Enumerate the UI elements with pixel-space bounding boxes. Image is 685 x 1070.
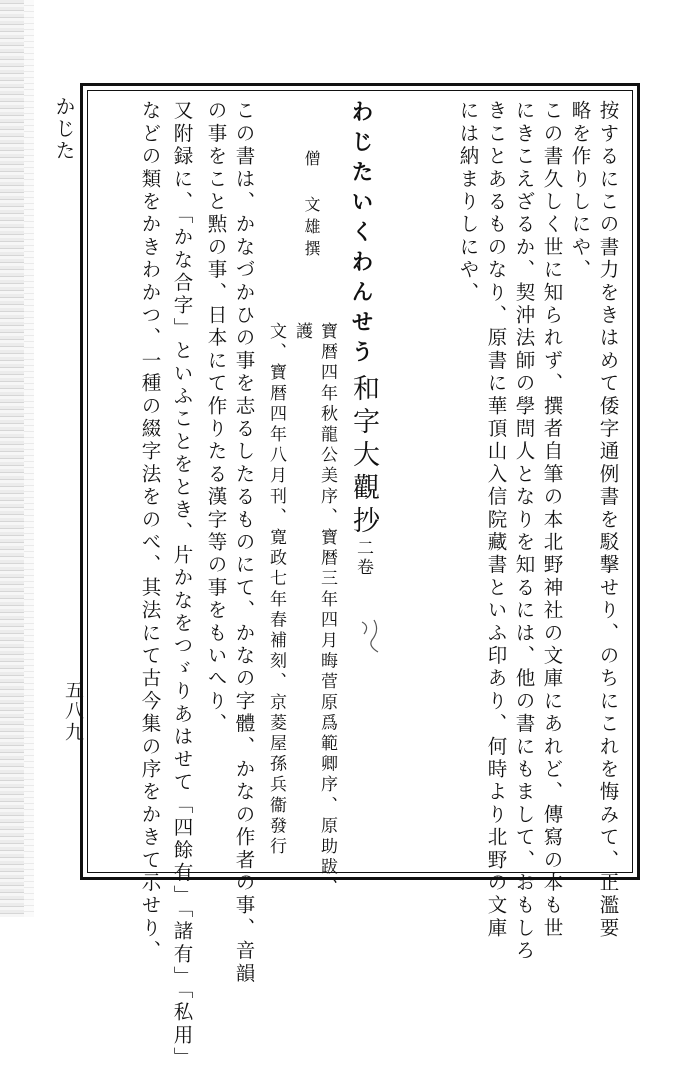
entry-heading-kana: わじたいくわんせう [348,100,374,370]
text-column-prev-3: この書久しく世に知られず、撰者自筆の本北野神社の文庫にあれど、傳寫の本も世 [540,100,564,940]
entry-publication-line-2: 文、寶暦四年八月刊、寛政七年春補刻、京菱屋孫兵衞發行 [266,322,286,858]
entry-body-column-2: の事をこと㸃の事、日本にて作りたる漢字等の事をもいへり、 [204,100,228,736]
text-column-prev-5: きことあるものなり、原書に華頂山入信院藏書といふ印あり、何時より北野の文庫 [484,100,508,940]
entry-author-name: 文雄撰 [302,196,321,262]
text-column-prev-2: 略を作りしにや、 [568,100,592,282]
text-column-prev-4: にきこえざるか、契沖法師の學問人となりを知るには、他の書にもまして、おもしろ [512,100,536,963]
entry-volume-count: 二卷 [353,539,373,577]
entry-body-column-4: などの類をかきわかつ、一種の綴字法をのべ、其法にて古今集の序をかきて示せり、 [138,100,162,963]
entry-author-role: 僧 [302,150,321,172]
page-edge-shadow-inner [24,0,34,917]
entry-publication-line-1: 寶暦四年秋龍公美序、寶暦三年四月晦菅原爲範卿序、原助跋、護 [292,322,337,899]
entry-title [344,374,383,577]
page-edge-shadow [0,0,24,917]
page-number: 五八九 [62,680,84,743]
text-column-prev-6: には納まりしにや、 [456,100,480,305]
entry-body-column-1: この書は、かなづかひの事を志るしたるものにて、かなの字體、かなの作者の事、音韻 [232,100,256,986]
running-head: かじた [52,96,76,162]
text-column-prev-1: 按するにこの書力をきはめて倭字通例書を駁撃せり、のちにこれを悔みて、正濫要 [596,100,620,940]
handwritten-mark [356,616,386,656]
entry-title-text: 和字大觀抄 [348,374,379,539]
entry-body-column-3: 又附録に、「かな合字」といふことをとき、片かなをつゞりあはせて「四餘有」「諸有」「私用」 [170,100,194,1070]
